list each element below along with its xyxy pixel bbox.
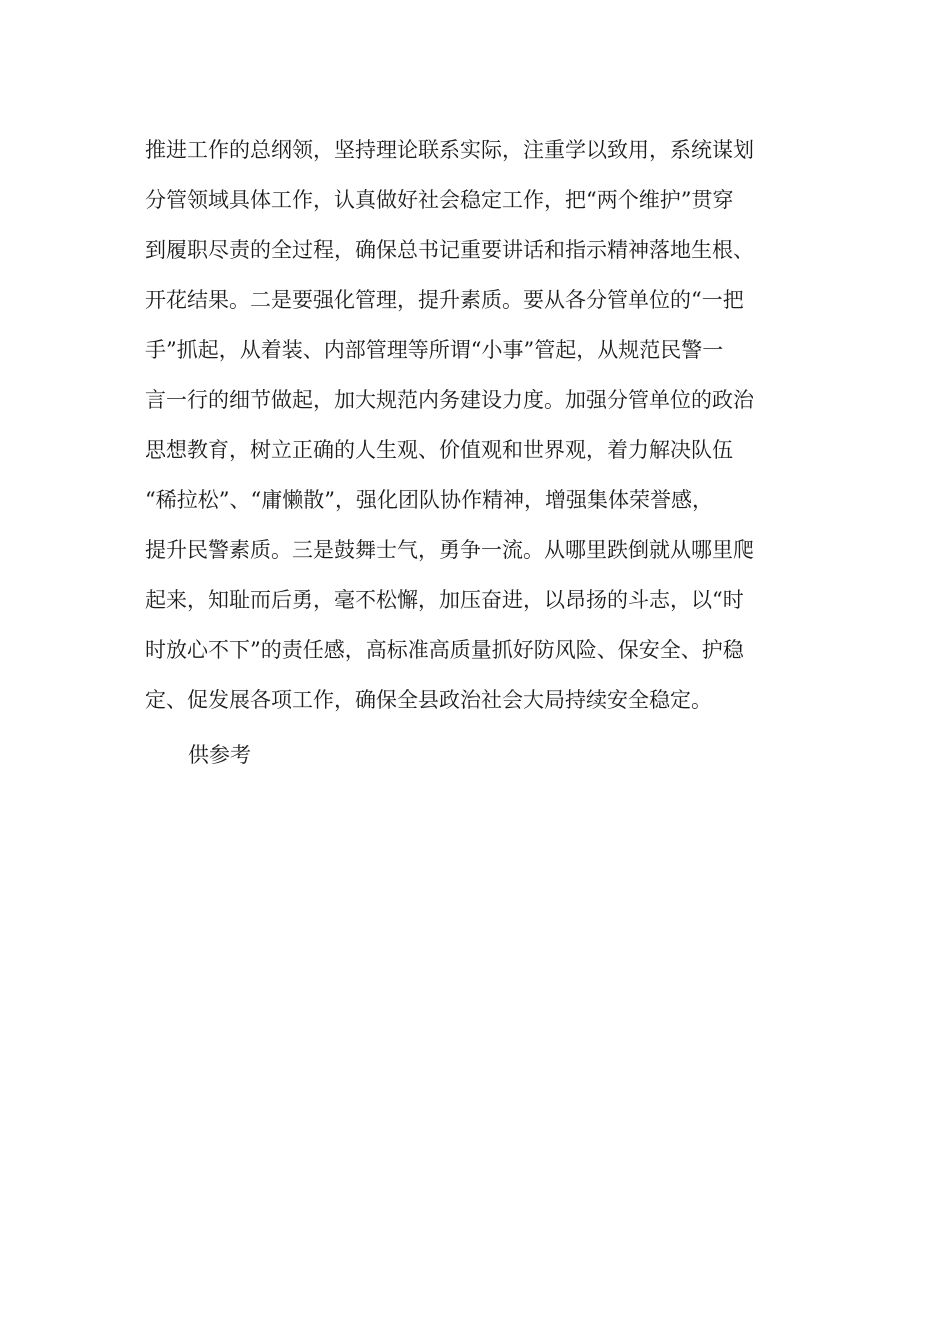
paragraph-line: 提升民警素质。三是鼓舞士气，勇争一流。从哪里跌倒就从哪里爬 <box>145 538 754 562</box>
paragraph-line: 分管领域具体工作，认真做好社会稳定工作，把“两个维护”贯穿 <box>145 188 734 212</box>
closing-note: 供参考 <box>188 743 251 767</box>
paragraph-line: 手”抓起，从着装、内部管理等所谓“小事”管起，从规范民警一 <box>145 338 724 362</box>
paragraph-line: “稀拉松”、“庸懒散”，强化团队协作精神，增强集体荣誉感， <box>145 488 713 512</box>
paragraph-line: 开花结果。二是要强化管理，提升素质。要从各分管单位的“一把 <box>145 288 744 312</box>
paragraph-line: 到履职尽责的全过程，确保总书记重要讲话和指示精神落地生根、 <box>145 238 754 262</box>
paragraph-line: 时放心不下”的责任感，高标准高质量抓好防风险、保安全、护稳 <box>145 638 744 662</box>
paragraph-line: 起来，知耻而后勇，毫不松懈，加压奋进，以昂扬的斗志，以“时 <box>145 588 744 612</box>
paragraph-line: 定、促发展各项工作，确保全县政治社会大局持续安全稳定。 <box>145 688 712 712</box>
paragraph-line: 推进工作的总纲领，坚持理论联系实际，注重学以致用，系统谋划 <box>145 138 754 162</box>
paragraph-line: 言一行的细节做起，加大规范内务建设力度。加强分管单位的政治 <box>145 388 754 412</box>
body-paragraph <box>145 130 805 730</box>
paragraph-line: 思想教育，树立正确的人生观、价值观和世界观，着力解决队伍 <box>145 438 733 462</box>
